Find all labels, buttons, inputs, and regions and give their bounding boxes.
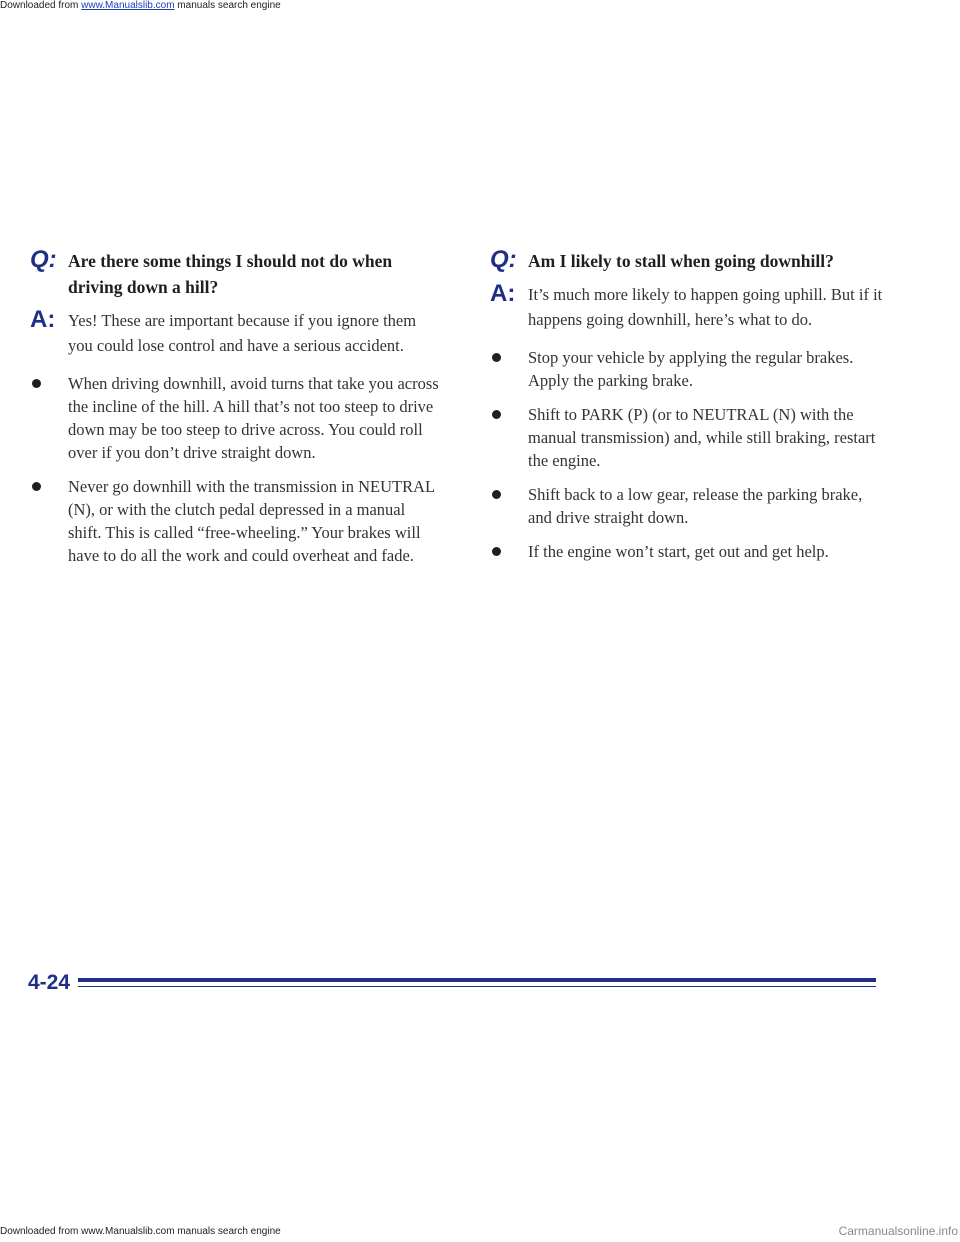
bullet-icon xyxy=(32,482,41,491)
question-text: Are there some things I should not do when driving down a hill? xyxy=(68,251,393,297)
left-question xyxy=(30,248,440,300)
bullet-text: When driving downhill, avoid turns that take you across the incline of the hill. A hill that’s not too steep to drive down may be too steep to drive across. You could roll over if you don’t drive straight down. xyxy=(68,374,439,462)
bullet-icon xyxy=(32,379,41,388)
watermark: Carmanualsonline.info xyxy=(838,1224,958,1238)
manualslib-link[interactable]: www.Manualslib.com xyxy=(81,0,175,11)
question-marker: Q: xyxy=(490,246,517,273)
bullet-text: If the engine won’t start, get out and get help. xyxy=(528,542,829,561)
question-marker: Q: xyxy=(30,246,57,273)
left-column xyxy=(30,248,440,578)
bullet-text: Shift back to a low gear, release the parking brake, and drive straight down. xyxy=(528,485,863,527)
banner-prefix: Downloaded from xyxy=(0,1226,82,1237)
footer-rule-thin xyxy=(78,986,876,987)
bullet-icon xyxy=(492,353,501,362)
bullet-icon xyxy=(492,547,501,556)
download-banner-top xyxy=(0,0,281,12)
answer-text: Yes! These are important because if you ignore them you could lose control and have a serious accident. xyxy=(68,311,417,355)
manualslib-link[interactable]: www.Manualslib.com xyxy=(81,1226,175,1237)
banner-suffix: manuals search engine xyxy=(174,1226,281,1237)
right-answer xyxy=(490,282,890,332)
list-item xyxy=(490,346,890,392)
bullet-icon xyxy=(492,410,501,419)
list-item xyxy=(30,372,440,464)
right-bullet-list xyxy=(490,346,890,563)
answer-marker: A: xyxy=(490,280,516,307)
banner-prefix: Downloaded from xyxy=(0,0,82,11)
bullet-text: Stop your vehicle by applying the regular brakes. Apply the parking brake. xyxy=(528,348,854,390)
download-banner-bottom xyxy=(0,1226,281,1238)
left-bullet-list xyxy=(30,372,440,567)
list-item xyxy=(30,475,440,567)
right-question xyxy=(490,248,890,274)
list-item xyxy=(490,403,890,472)
bullet-text: Shift to PARK (P) (or to NEUTRAL (N) with the manual transmission) and, while still braking, restart the engine. xyxy=(528,405,876,470)
bullet-icon xyxy=(492,490,501,499)
answer-marker: A: xyxy=(30,306,56,333)
footer-rule-thick xyxy=(78,978,876,982)
bullet-text: Never go downhill with the transmission in NEUTRAL (N), or with the clutch pedal depressed in a manual shift. This is called “free-wheeling.” Your brakes will have to do all the work and could overheat and fade. xyxy=(68,477,435,565)
list-item xyxy=(490,483,890,529)
right-column xyxy=(490,248,890,574)
banner-suffix: manuals search engine xyxy=(174,0,281,11)
page-footer xyxy=(28,968,876,998)
page-number: 4-24 xyxy=(28,971,71,994)
question-text: Am I likely to stall when going downhill? xyxy=(528,251,834,271)
left-answer xyxy=(30,308,440,358)
list-item xyxy=(490,540,890,563)
answer-text: It’s much more likely to happen going uphill. But if it happens going downhill, here’s what to do. xyxy=(528,285,883,329)
